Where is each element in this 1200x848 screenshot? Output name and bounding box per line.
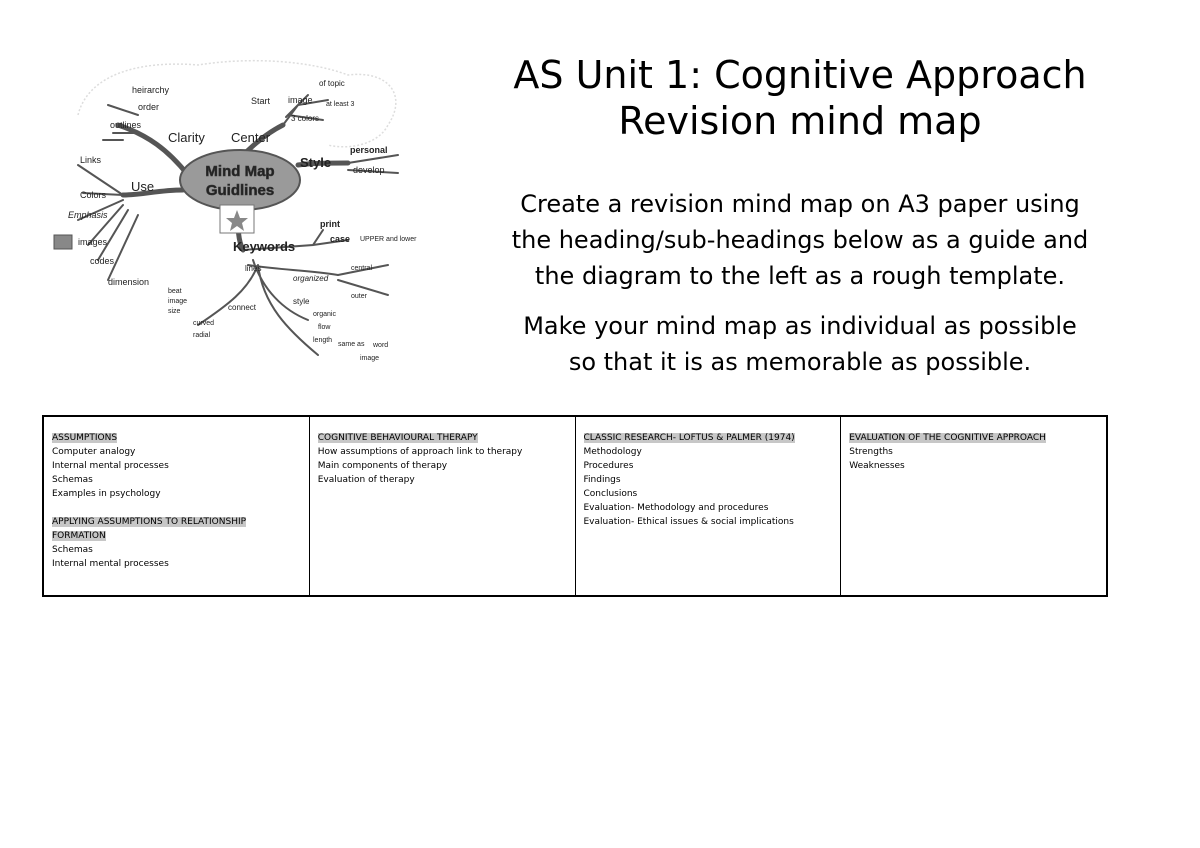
leaf-upper-lower: UPPER and lower — [360, 236, 417, 243]
leaf-style: style — [293, 297, 310, 306]
list-item: Evaluation of therapy — [317, 475, 415, 485]
topics-table — [42, 415, 1108, 597]
leaf-image-2: image — [360, 355, 380, 362]
leaf-3colors: 3 colors — [291, 114, 320, 123]
leaf-flow: flow — [318, 324, 331, 331]
instruction-line: the diagram to the left as a rough template. — [534, 262, 1066, 290]
leaf-of-topic: of topic — [319, 79, 345, 88]
branch-center: Center — [231, 130, 271, 145]
leaf-length: length — [313, 337, 333, 344]
mind-map-center — [180, 150, 300, 210]
branch-use: Use — [131, 179, 155, 194]
leaf-codes: codes — [90, 256, 115, 266]
instruction-line: so that it is as memorable as possible. — [568, 348, 1032, 376]
list-item: Examples in psychology — [52, 489, 161, 499]
topic-column-cbt — [310, 417, 576, 595]
leaf-personal: personal — [350, 145, 388, 155]
leaf-outer: outer — [351, 293, 367, 300]
list-item: Strengths — [849, 447, 893, 457]
leaf-same-as: same as — [338, 341, 365, 348]
instruction-line: the heading/sub-headings below as a guide and — [511, 226, 1089, 254]
title-line-2: Revision mind map — [618, 99, 982, 143]
mind-map-diagram — [48, 55, 443, 380]
section-heading: COGNITIVE BEHAVIOURAL THERAPY — [317, 433, 478, 443]
leaf-case: case — [330, 234, 351, 244]
leaf-word: word — [373, 342, 389, 349]
list-item: Computer analogy — [52, 447, 136, 457]
images-icon — [54, 235, 72, 249]
page-title — [440, 52, 1160, 144]
branch-style: Style — [300, 155, 332, 170]
leaf-at-least-3: at least 3 — [326, 101, 355, 108]
center-label-1: Mind Map — [205, 163, 275, 180]
list-item: Weaknesses — [849, 461, 905, 471]
leaf-central: central — [351, 265, 373, 272]
instruction-paragraph-1 — [440, 186, 1160, 294]
leaf-image: image — [288, 95, 313, 105]
list-item: How assumptions of approach link to therapy — [317, 447, 523, 457]
instruction-line: Create a revision mind map on A3 paper using — [520, 190, 1080, 218]
leaf-connect: connect — [228, 303, 257, 312]
section-heading: CLASSIC RESEARCH- LOFTUS & PALMER (1974) — [583, 433, 795, 443]
leaf-hierarchy: heirarchy — [132, 85, 170, 95]
list-item: Evaluation- Methodology and procedures — [583, 503, 769, 513]
leaf-organized: organized — [293, 274, 329, 283]
topic-column-assumptions — [44, 417, 310, 595]
list-item: Methodology — [583, 447, 642, 457]
leaf-lines: lines — [245, 264, 262, 273]
branch-keywords: Keywords — [233, 239, 296, 254]
leaf-curved: curved — [193, 320, 215, 327]
list-item: Schemas — [52, 475, 93, 485]
topic-column-evaluation — [841, 417, 1106, 595]
leaf-develop: develop — [353, 165, 385, 175]
leaf-print: print — [320, 219, 340, 229]
section-heading: APPLYING ASSUMPTIONS TO RELATIONSHIP FORMATION — [52, 517, 247, 541]
leaf-beat: beat — [168, 288, 182, 295]
branch-clarity: Clarity — [168, 130, 205, 145]
list-item: Findings — [583, 475, 621, 485]
leaf-images: images — [78, 237, 108, 247]
list-item: Schemas — [52, 545, 93, 555]
section-heading: EVALUATION OF THE COGNITIVE APPROACH — [849, 433, 1046, 443]
leaf-dimension: dimension — [108, 277, 150, 287]
list-item: Conclusions — [583, 489, 638, 499]
leaf-organic: organic — [313, 311, 336, 318]
list-item: Evaluation- Ethical issues & social implications — [583, 517, 794, 527]
list-item: Main components of therapy — [317, 461, 448, 471]
leaf-size: size — [168, 308, 181, 315]
leaf-emphasis: Emphasis — [68, 210, 108, 220]
list-item: Internal mental processes — [52, 559, 169, 569]
list-item: Internal mental processes — [52, 461, 169, 471]
leaf-order: order — [138, 102, 160, 112]
leaf-image-3: image — [168, 298, 188, 305]
center-label-2: Guidlines — [205, 182, 275, 199]
title-line-1: AS Unit 1: Cognitive Approach — [513, 53, 1087, 97]
leaf-radial: radial — [193, 332, 211, 339]
section-heading: ASSUMPTIONS — [52, 433, 118, 443]
leaf-outlines: outlines — [110, 120, 142, 130]
instruction-line: Make your mind map as individual as possible — [523, 312, 1077, 340]
leaf-colors: Colors — [80, 190, 107, 200]
instruction-paragraph-2 — [440, 308, 1160, 380]
leaf-links: Links — [80, 155, 102, 165]
topic-column-classic-research — [576, 417, 842, 595]
list-item: Procedures — [583, 461, 634, 471]
instructions — [440, 186, 1160, 394]
leaf-start: Start — [251, 96, 271, 106]
